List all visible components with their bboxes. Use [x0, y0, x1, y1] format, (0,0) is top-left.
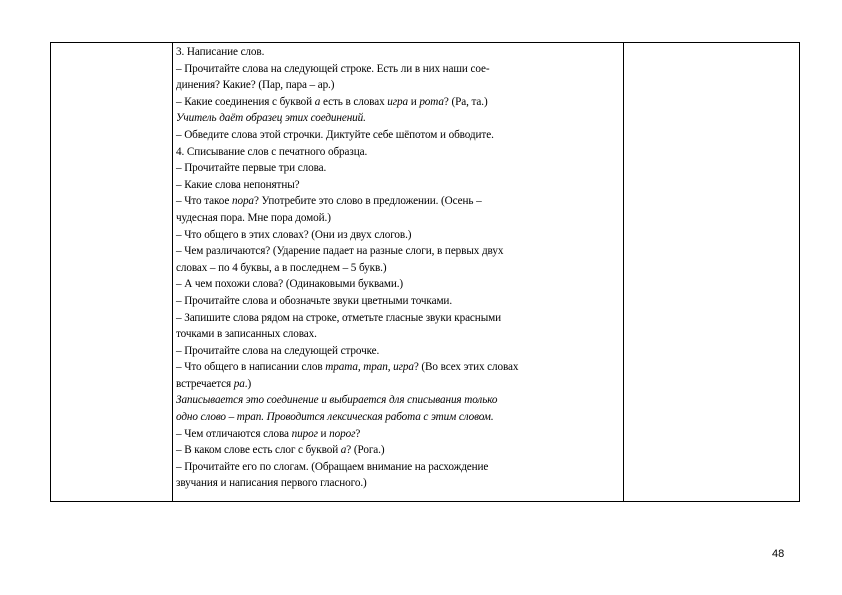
- text-segment: есть в словах: [320, 95, 388, 108]
- text-segment: – Обведите слова этой строчки. Диктуйте себе шёпотом и обводите.: [176, 128, 494, 141]
- text-line: [176, 61, 623, 78]
- text-segment: – А чем похожи слова? (Одинаковыми буквами.): [176, 278, 404, 291]
- text-line: [176, 475, 623, 492]
- text-segment: чудесная пора. Мне пора домой.): [176, 211, 331, 224]
- text-segment: – Прочитайте первые три слова.: [176, 162, 327, 175]
- text-segment: Учитель даёт образец этих соединений.: [176, 112, 366, 125]
- text-line: [176, 94, 623, 111]
- text-segment: – Запишите слова рядом на строке, отметьте гласные звуки красными: [176, 311, 501, 324]
- text-line: [176, 409, 623, 426]
- text-line: [176, 77, 623, 94]
- content-column-cell: [173, 43, 624, 502]
- text-line: [176, 243, 623, 260]
- text-segment: ?: [355, 427, 361, 440]
- italic-segment: а: [340, 444, 347, 457]
- text-segment: – Какие соединения с буквой: [176, 95, 315, 108]
- text-line: [176, 44, 623, 61]
- text-segment: 4. Списывание слов с печатного образца.: [176, 145, 368, 158]
- text-segment: точками в записанных словах.: [176, 328, 317, 341]
- text-segment: – Чем отличаются слова: [176, 427, 292, 440]
- text-segment: и: [408, 95, 420, 108]
- text-segment: – Что общего в этих словах? (Они из двух слогов.): [176, 228, 412, 241]
- text-line: [176, 459, 623, 476]
- text-segment: – В каком слове есть слог с буквой: [176, 444, 341, 457]
- text-segment: – Прочитайте слова и обозначьте звуки цветными точками.: [176, 294, 453, 307]
- text-line: [176, 326, 623, 343]
- text-line: [176, 359, 623, 376]
- text-segment: Записывается это соединение и выбирается для списывания только: [176, 394, 498, 407]
- italic-segment: рота: [419, 95, 444, 108]
- text-line: [176, 260, 623, 277]
- text-line: [176, 426, 623, 443]
- text-line: [176, 110, 623, 127]
- text-segment: ? (Рога.): [346, 444, 385, 457]
- text-line: [176, 177, 623, 194]
- text-line: [176, 442, 623, 459]
- italic-segment: ра: [233, 377, 245, 390]
- page-number: 48: [772, 548, 785, 560]
- text-line: [176, 160, 623, 177]
- text-line: [176, 144, 623, 161]
- table-row: [51, 43, 800, 502]
- text-line: [176, 392, 623, 409]
- text-segment: – Прочитайте слова на следующей строке. Есть ли в них наши сое-: [176, 62, 490, 75]
- text-line: [176, 210, 623, 227]
- text-segment: и: [317, 427, 330, 440]
- text-segment: – Чем различаются? (Ударение падает на разные слоги, в первых двух: [176, 245, 504, 258]
- italic-segment: а: [314, 95, 321, 108]
- text-segment: .): [244, 377, 252, 390]
- lesson-table: [50, 42, 800, 502]
- text-segment: динения? Какие? (Пар, пара – ар.): [176, 79, 335, 92]
- text-segment: звучания и написания первого гласного.): [176, 477, 367, 490]
- text-segment: встречается: [176, 377, 234, 390]
- text-segment: 3. Написание слов.: [176, 46, 265, 58]
- text-line: [176, 276, 623, 293]
- text-line: [176, 293, 623, 310]
- right-column-cell: [624, 43, 800, 502]
- italic-segment: порог: [329, 427, 356, 440]
- italic-segment: пора: [231, 195, 254, 208]
- italic-segment: игра: [387, 95, 409, 108]
- left-column-cell: [51, 43, 173, 502]
- text-segment: – Прочитайте его по слогам. (Обращаем внимание на расхождение: [176, 460, 489, 473]
- text-line: [176, 193, 623, 210]
- text-segment: – Что общего в написании слов: [176, 361, 326, 374]
- text-segment: словах – по 4 буквы, а в последнем – 5 букв.): [176, 261, 387, 274]
- text-segment: – Прочитайте слова на следующей строчке.: [176, 344, 380, 357]
- content-lines: [173, 43, 623, 492]
- text-segment: одно слово – трап. Проводится лексическая работа с этим словом.: [176, 411, 494, 424]
- italic-segment: трата, трап, игра: [325, 361, 414, 374]
- text-line: [176, 343, 623, 360]
- italic-segment: пирог: [291, 427, 318, 440]
- text-line: [176, 310, 623, 327]
- text-line: [176, 127, 623, 144]
- text-segment: ? (Во всех этих словах: [413, 361, 519, 374]
- text-segment: – Какие слова непонятны?: [176, 178, 300, 191]
- text-line: [176, 227, 623, 244]
- text-segment: ? Употребите это слово в предложении. (Осень –: [253, 195, 482, 208]
- text-segment: – Что такое: [176, 195, 232, 208]
- text-line: [176, 376, 623, 393]
- text-segment: ? (Ра, та.): [443, 95, 488, 108]
